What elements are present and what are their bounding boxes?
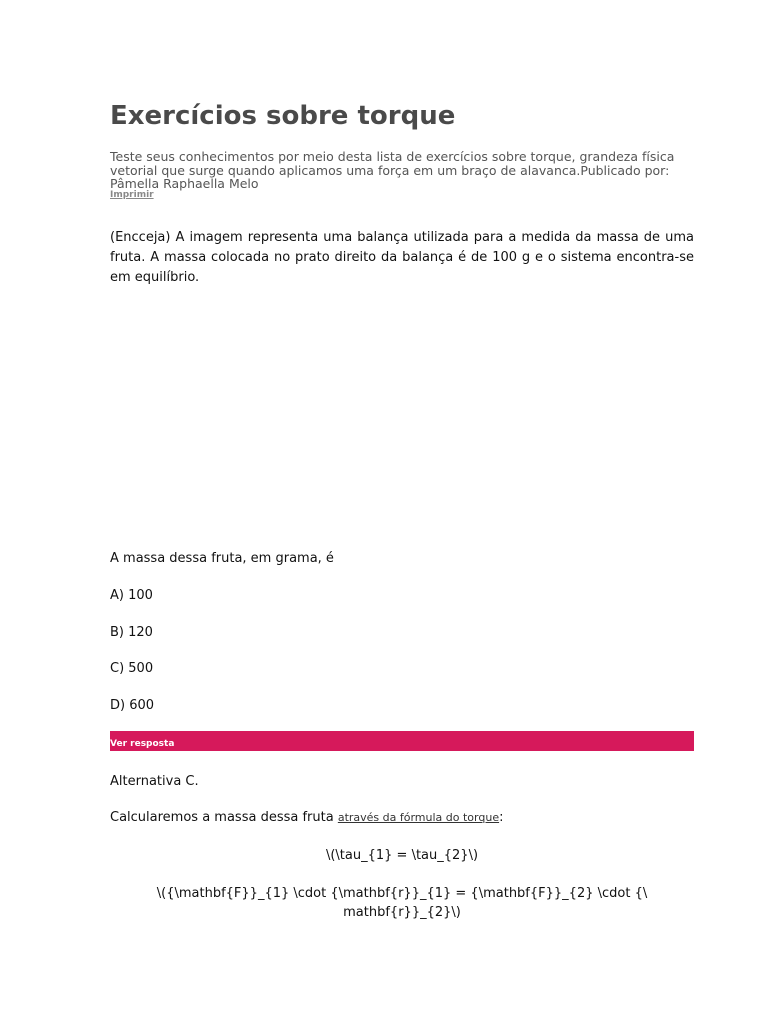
- torque-formula-link[interactable]: através da fórmula do torque: [337, 811, 500, 824]
- question-statement: (Encceja) A imagem representa uma balança utilizada para a medida da massa de uma fruta. A massa colocada no prato direito da balança é de 100 g e o sistema encontra-se em equilíbrio.: [110, 230, 694, 285]
- formula-force-radius-line2: mathbf{r}}_{2}\): [343, 905, 461, 920]
- option-b: B) 120: [110, 625, 153, 640]
- question-prompt: A massa dessa fruta, em grama, é: [110, 551, 334, 566]
- explanation-suffix: :: [499, 810, 504, 825]
- option-d: D) 600: [110, 698, 155, 713]
- show-answer-label: Ver resposta: [110, 739, 175, 749]
- article-intro: Teste seus conhecimentos por meio desta lista de exercícios sobre torque, grandeza física vetorial que surge quando aplicamos uma força em um braço de alavanca.Publicado por: Pâmella Raphaella Melo: [110, 149, 675, 191]
- page-title: Exercícios sobre torque: [110, 101, 456, 131]
- option-c: C) 500: [110, 661, 154, 676]
- option-a: A) 100: [110, 588, 153, 603]
- explanation-prefix: Calcularemos a massa dessa fruta: [110, 810, 338, 825]
- answer-explanation: [110, 810, 503, 825]
- balance-figure-placeholder: [110, 300, 694, 530]
- formula-force-radius-line1: \({\mathbf{F}}_{1} \cdot {\mathbf{r}}_{1} = {\mathbf{F}}_{2} \cdot {\: [156, 886, 648, 901]
- formula-torque-equality: \(\tau_{1} = \tau_{2}\): [325, 848, 479, 863]
- show-answer-button[interactable]: [110, 731, 694, 751]
- answer-result: Alternativa C.: [110, 774, 199, 789]
- print-link[interactable]: Imprimir: [110, 190, 154, 200]
